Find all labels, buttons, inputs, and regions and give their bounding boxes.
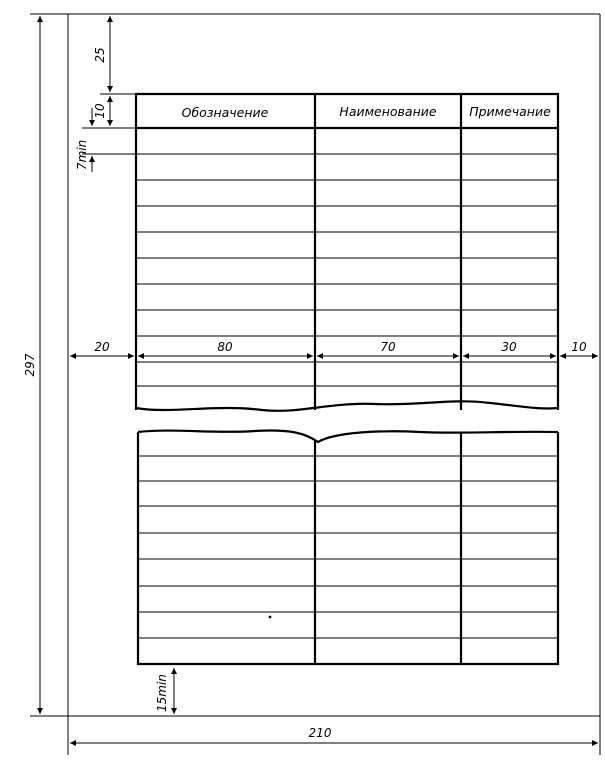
sheet-width-dimension [70,716,600,755]
column-header-name: Наименование [339,104,437,119]
table-lower-part [138,430,558,664]
right-margin-label: 10 [571,340,587,354]
table-upper-part [136,94,558,411]
sheet-height-label: 297 [23,353,37,377]
row-height-dimension [82,108,136,172]
col3-width-label: 30 [501,340,517,354]
sheet-width-label: 210 [308,726,332,740]
header-height-label: 10 [93,103,107,119]
top-margin-label: 25 [93,47,107,63]
row-height-label: 7min [75,139,89,170]
bottom-margin-label: 15min [155,674,169,712]
column-header-designation: Обозначение [181,105,269,120]
column-header-note: Примечание [469,104,551,119]
header-height-dimension [82,96,136,128]
col2-width-label: 70 [380,340,396,354]
speck-mark [269,616,272,619]
col1-width-label: 80 [217,340,233,354]
left-margin-label: 20 [94,340,110,354]
